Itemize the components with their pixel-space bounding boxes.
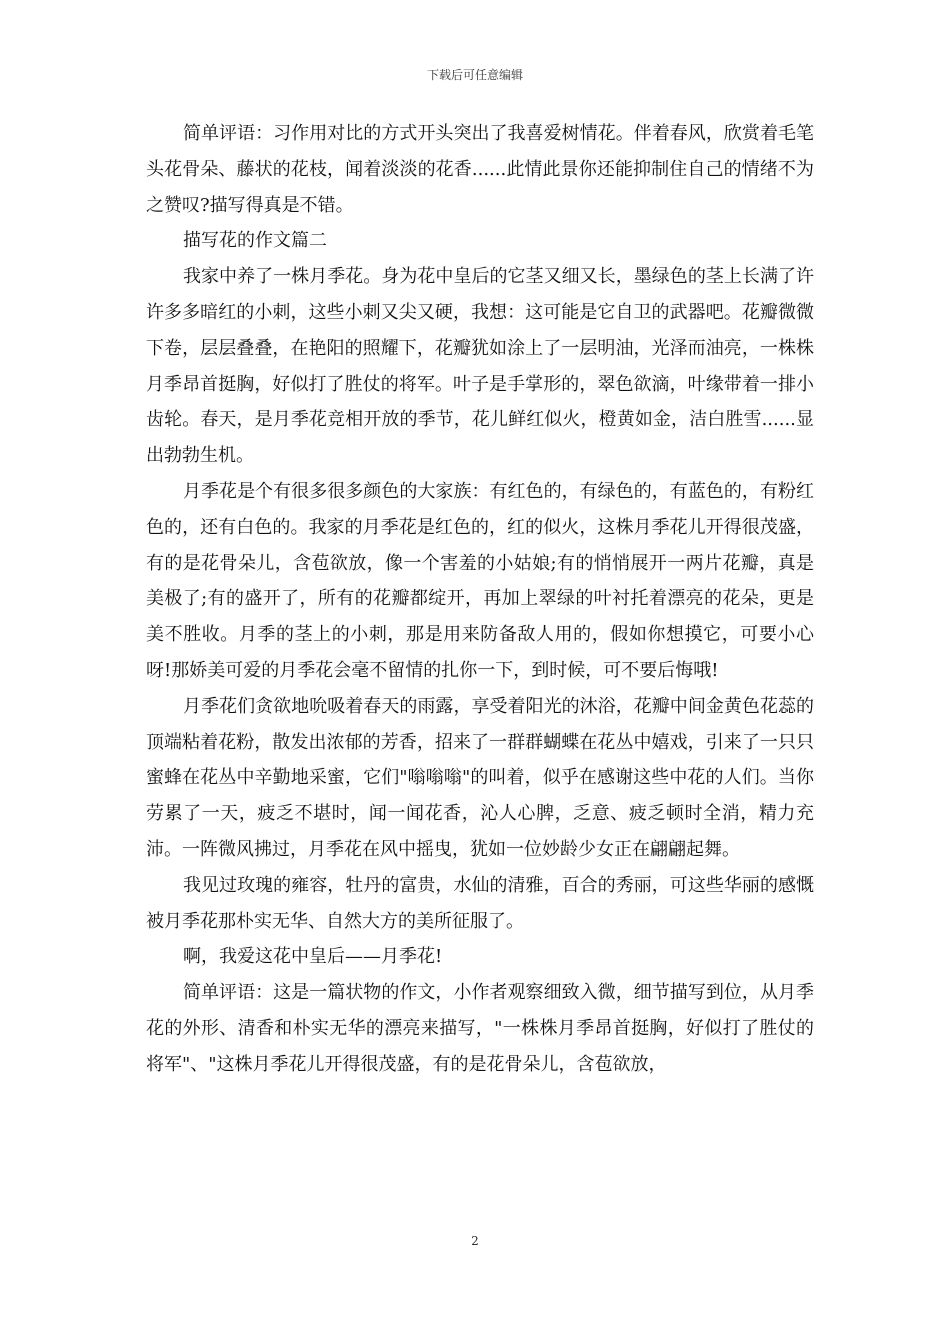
paragraph-exclamation: 啊，我爱这花中皇后——月季花! [183, 946, 443, 968]
page-header: 下载后可任意编辑 [426, 68, 523, 82]
page-number: 2 [471, 1234, 479, 1248]
document-body [146, 116, 814, 1083]
section-heading: 描写花的作文篇二 [183, 230, 327, 252]
paragraph-rose-colors: 月季花是个有很多很多颜色的大家族：有红色的，有绿色的，有蓝色的，有粉红色的，还有白色的。我家的月季花是红色的，红的似火，这株月季花儿开得很茂盛，有的是花骨朵儿，含苞欲放，像一个害羞的小姑娘;有的悄悄展开一两片花瓣，真是美极了;有的盛开了，所有的花瓣都绽开，再加上翠绿的叶衬托着漂亮的花朵，更是美不胜收。月季的茎上的小刺，那是用来防备敌人用的，假如你想摸它，可要小心呀!那娇美可爱的月季花会毫不留情的扎你一下，到时候，可不要后悔哦! [146, 480, 814, 681]
paragraph-comment-2: 简单评语：这是一篇状物的作文，小作者观察细致入微，细节描写到位，从月季花的外形、清香和朴实无华的漂亮来描写，"一株株月季昂首挺胸，好似打了胜仗的将军"、"这株月季花儿开得很茂盛，有的是花骨朵儿，含苞欲放， [146, 982, 814, 1075]
paragraph-rose-description: 我家中养了一株月季花。身为花中皇后的它茎又细又长，墨绿色的茎上长满了许许多多暗红的小刺，这些小刺又尖又硬，我想：这可能是它自卫的武器吧。花瓣微微下卷，层层叠叠，在艳阳的照耀下，花瓣犹如涂上了一层明油，光泽而油亮，一株株月季昂首挺胸，好似打了胜仗的将军。叶子是手掌形的，翠色欲滴，叶缘带着一排小齿轮。春天，是月季花竞相开放的季节，花儿鲜红似火，橙黄如金，洁白胜雪......显出勃勃生机。 [146, 266, 814, 467]
paragraph-comment-1: 简单评语：习作用对比的方式开头突出了我喜爱树情花。伴着春风，欣赏着毛笔头花骨朵、藤状的花枝，闻着淡淡的花香......此情此景你还能抑制住自己的情绪不为之赞叹?描写得真是不错。 [146, 123, 814, 216]
paragraph-comparison: 我见过玫瑰的雍容，牡丹的富贵，水仙的清雅，百合的秀丽，可这些华丽的感慨被月季花那朴实无华、自然大方的美所征服了。 [146, 874, 814, 932]
paragraph-rose-fragrance: 月季花们贪欲地吮吸着春天的雨露，享受着阳光的沐浴，花瓣中间金黄色花蕊的顶端粘着花粉，散发出浓郁的芳香，招来了一群群蝴蝶在花丛中嬉戏，引来了一只只蜜蜂在花丛中辛勤地采蜜，它们"嗡嗡嗡"的叫着，似乎在感谢这些中花的人们。当你劳累了一天，疲乏不堪时，闻一闻花香，沁人心脾，乏意、疲乏顿时全消，精力充沛。一阵微风拂过，月季花在风中摇曳，犹如一位妙龄少女正在翩翩起舞。 [146, 695, 814, 860]
